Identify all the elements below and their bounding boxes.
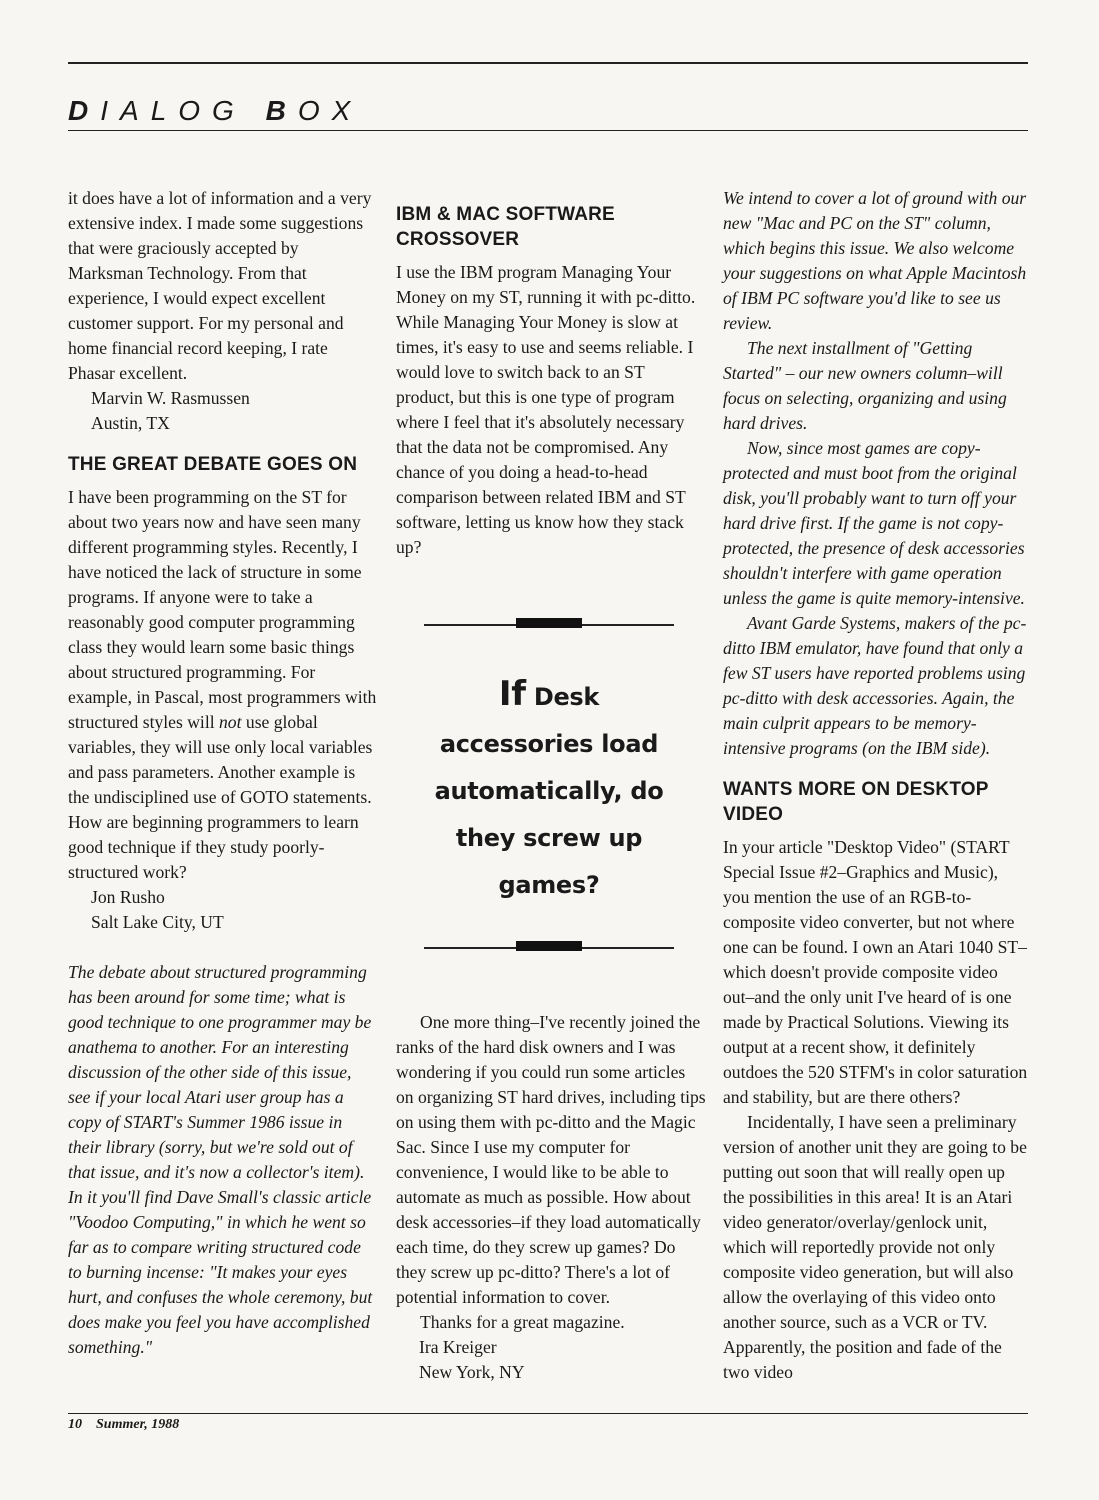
section-title: DIALOG BOX	[68, 95, 363, 126]
letter-continuation: it does have a lot of information and a very extensive index. I made some suggestions that were graciously accepted by Marksman Technology. From that experience, I would expect excellent customer support. For my personal and home financial record keeping, I rate Phasar excellent.	[68, 188, 372, 383]
signature-name: Jon Rusho	[91, 887, 165, 907]
editor-reply: Now, since most games are copy-protected and must boot from the original disk, you'll probably want to turn off your hard drive first. If the game is not copy-protected, the presence of desk accessories shouldn't interfere with game operation unless the game is quite memory-intensive.	[723, 438, 1025, 608]
signature-name: Ira Kreiger	[419, 1337, 497, 1357]
signature-place: Salt Lake City, UT	[91, 912, 224, 932]
page-number: 10	[68, 1417, 82, 1432]
page-footer	[68, 1417, 179, 1433]
top-rule	[68, 62, 1028, 64]
signature-place: Austin, TX	[91, 413, 170, 433]
issue-date: Summer, 1988	[96, 1417, 180, 1432]
pull-quote	[424, 624, 674, 949]
column-2	[396, 186, 706, 560]
letter-body: I have been programming on the ST for about two years now and have seen many different programming styles. Recently, I have noticed the lack of structure in some programs. If anyone were to take a reasonably good computer programming class they would learn some basic things about structured programming. For example, in Pascal, most programmers with structured styles will not use global variables, they will use only local variables and pass parameters. Another example is the undisciplined use of GOTO statements. How are beginning programmers to learn good technique if they study poorly-structured work?	[68, 487, 377, 882]
pull-quote-text: If Desk accessories load automatically, do they screw up games?	[434, 674, 664, 899]
letter-body-continued: One more thing–I've recently joined the ranks of the hard disk owners and I was wondering if you could run some articles on organizing ST hard drives, including tips on using them with pc-ditto and the Magic Sac. Since I use my computer for convenience, I would like to be able to automate as much as possible. How about desk accessories–if they load automatically each time, do they screw up games? Do they screw up pc-ditto? There's a lot of potential information to cover.	[396, 1012, 706, 1307]
editor-reply: The debate about structured programming has been around for some time; what is good technique to one programmer may be anathema to another. For an interesting discussion of the other side of this issue, see if your local Atari user group has a copy of START's Summer 1986 issue in their library (sorry, but we're sold out of that issue, and it's now a collector's item). In it you'll find Dave Small's classic article "Voodoo Computing," in which he went so far as to compare writing structured code to burning incense: "It makes your eyes hurt, and confuses the whole ceremony, but does make you feel you have accomplished something."	[68, 962, 373, 1357]
heading-software-crossover: IBM & MAC SOFTWARE CROSSOVER	[396, 204, 615, 250]
footer-rule	[68, 1413, 1028, 1414]
editor-reply: We intend to cover a lot of ground with our new "Mac and PC on the ST" column, which begins this issue. We also welcome your suggestions on what Apple Macintosh of IBM PC software you'd like to see us review.	[723, 188, 1027, 333]
letter-body: Incidentally, I have seen a preliminary version of another unit they are going to be putting out soon that will really open up the possibilities in this area! It is an Atari video generator/overlay/genlock unit, which will reportedly provide not only composite video generation, but will also allow the overlaying of this video onto another source, such as a VCR or TV. Apparently, the position and fade of the two video	[723, 1112, 1027, 1382]
letter-body: In your article "Desktop Video" (START Special Issue #2–Graphics and Music), you mention the use of an RGB-to-composite video converter, but not where one can be found. I own an Atari 1040 ST–which doesn't provide composite video out–and the only unit I've heard of is one made by Practical Solutions. Viewing its output at a recent show, it definitely outdoes the 520 STFM's in color saturation and stability, but are there others?	[723, 837, 1028, 1107]
signature-name: Marvin W. Rasmussen	[91, 388, 250, 408]
pull-quote-top-rule	[424, 624, 674, 626]
column-1	[68, 186, 378, 1360]
signature-place: New York, NY	[419, 1362, 525, 1382]
column-3	[723, 186, 1028, 1385]
editor-reply: The next installment of "Getting Started" – our new owners column–will focus on selecting, organizing and using hard drives.	[723, 338, 1007, 433]
section-header	[68, 92, 1028, 131]
letter-closing: Thanks for a great magazine.	[420, 1312, 625, 1332]
column-2-lower	[396, 1010, 706, 1385]
letter-body: I use the IBM program Managing Your Money on my ST, running it with pc-ditto. While Managing Your Money is slow at times, it's easy to use and seems reliable. I would love to switch back to an ST product, but this is one type of program where I feel that it's absolutely necessary that the data not be compromised. Any chance of you doing a head-to-head comparison between related IBM and ST software, letting us know how they stack up?	[396, 262, 696, 557]
heading-great-debate: THE GREAT DEBATE GOES ON	[68, 454, 358, 475]
pull-quote-bottom-rule	[424, 947, 674, 949]
heading-desktop-video: WANTS MORE ON DESKTOP VIDEO	[723, 779, 989, 825]
editor-reply: Avant Garde Systems, makers of the pc-ditto IBM emulator, have found that only a few ST users have reported problems using pc-ditto with desk accessories. Again, the main culprit appears to be memory-intensive programs (on the IBM side).	[723, 613, 1027, 758]
